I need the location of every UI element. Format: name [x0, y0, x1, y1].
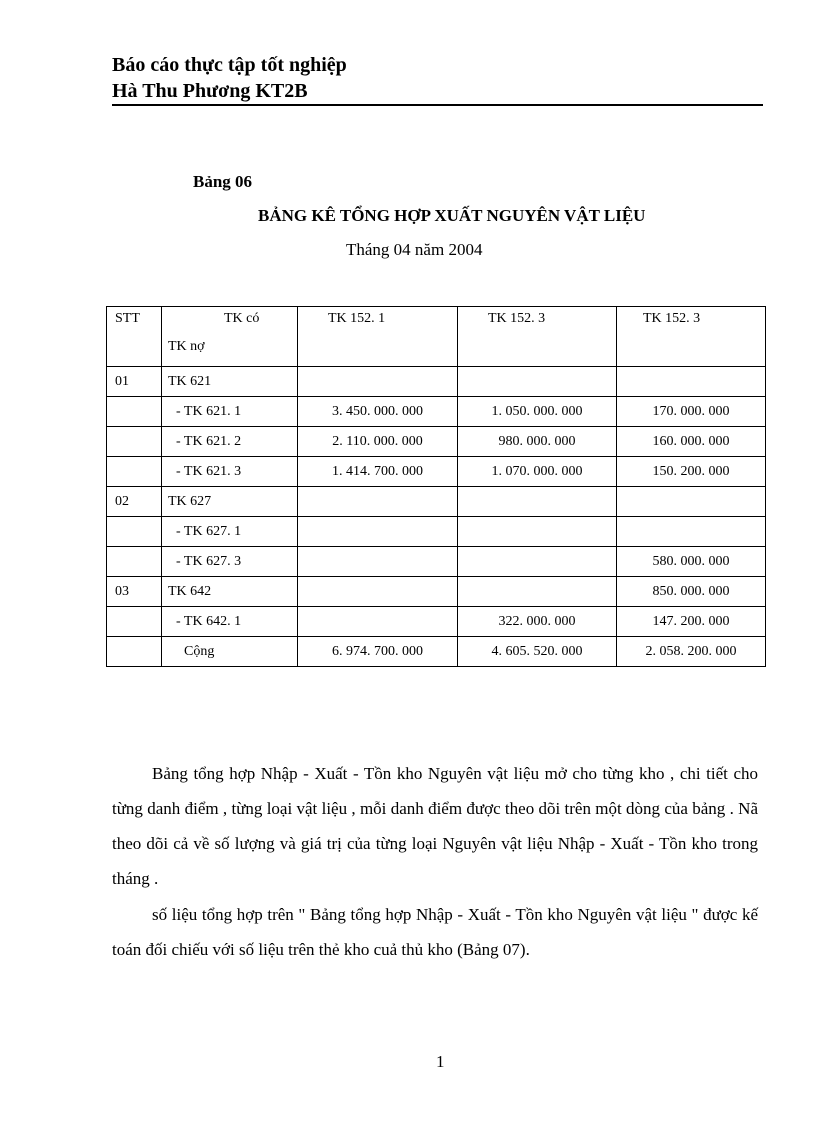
header-col5: TK 152. 3: [643, 311, 701, 326]
cell-account: - TK 642. 1: [162, 607, 298, 637]
cell-account: - TK 621. 1: [162, 397, 298, 427]
table-row: [107, 517, 766, 547]
cell-value: 2. 110. 000. 000: [298, 427, 458, 457]
table-row: [107, 367, 766, 397]
cell-value: [458, 367, 617, 397]
cell-value: 1. 050. 000. 000: [458, 397, 617, 427]
cell-value: 850. 000. 000: [617, 577, 766, 607]
total-value: 4. 605. 520. 000: [458, 637, 617, 667]
table-total-row: [107, 637, 766, 667]
cell-value: 160. 000. 000: [617, 427, 766, 457]
cell-stt: [107, 397, 162, 427]
total-label: Cộng: [162, 637, 298, 667]
cell-value: 980. 000. 000: [458, 427, 617, 457]
header-tk-co: TK có: [224, 311, 260, 326]
table-row: [107, 397, 766, 427]
header-divider: [112, 104, 763, 106]
report-title: Báo cáo thực tập tốt nghiệp: [112, 54, 347, 76]
cell-value: [298, 577, 458, 607]
table-row: [107, 547, 766, 577]
total-value: 6. 974. 700. 000: [298, 637, 458, 667]
cell-value: 147. 200. 000: [617, 607, 766, 637]
header-stt: STT: [115, 311, 140, 326]
cell-value: 150. 200. 000: [617, 457, 766, 487]
cell-value: 1. 070. 000. 000: [458, 457, 617, 487]
cell-value: 170. 000. 000: [617, 397, 766, 427]
cell-stt: [107, 607, 162, 637]
cell-stt: 02: [107, 487, 162, 517]
cell-account: - TK 627. 1: [162, 517, 298, 547]
table-title: BẢNG KÊ TỔNG HỢP XUẤT NGUYÊN VẬT LIỆU: [258, 206, 646, 225]
cell-value: [298, 487, 458, 517]
page-number: 1: [436, 1052, 445, 1071]
header-col4: TK 152. 3: [488, 311, 546, 326]
cell-account: - TK 621. 2: [162, 427, 298, 457]
header-col3-cell: [298, 307, 458, 367]
cell-value: [617, 487, 766, 517]
materials-summary-table: [106, 306, 766, 667]
cell-value: [298, 367, 458, 397]
cell-value: [458, 577, 617, 607]
cell-value: [298, 517, 458, 547]
total-value: 2. 058. 200. 000: [617, 637, 766, 667]
table-row: [107, 577, 766, 607]
table-subtitle: Tháng 04 năm 2004: [346, 240, 483, 259]
table-row: [107, 457, 766, 487]
cell-value: [458, 517, 617, 547]
cell-value: 322. 000. 000: [458, 607, 617, 637]
cell-stt: [107, 457, 162, 487]
body-paragraph-2: số liệu tổng hợp trên " Bảng tổng hợp Nhập - Xuất - Tồn kho Nguyên vật liệu " được kế toán đối chiếu với số liệu trên thẻ kho cuả thủ kho (Bảng 07).: [112, 905, 758, 959]
cell-stt: [107, 427, 162, 457]
table-header-row: [107, 307, 766, 367]
page-header: [112, 52, 762, 104]
author-line: Hà Thu Phương KT2B: [112, 80, 308, 102]
table-row: [107, 427, 766, 457]
header-stt-cell: [107, 307, 162, 367]
cell-value: [298, 547, 458, 577]
cell-value: [458, 547, 617, 577]
cell-account: - TK 627. 3: [162, 547, 298, 577]
cell-value: [298, 607, 458, 637]
cell-stt: [107, 637, 162, 667]
cell-account: TK 627: [162, 487, 298, 517]
header-col5-cell: [617, 307, 766, 367]
table-label: Bảng 06: [193, 172, 253, 191]
header-col3: TK 152. 1: [328, 311, 386, 326]
cell-stt: 01: [107, 367, 162, 397]
table-row: [107, 487, 766, 517]
body-paragraph-1: Bảng tổng hợp Nhập - Xuất - Tồn kho Nguyên vật liệu mở cho từng kho , chi tiết cho từng danh điểm , từng loại vật liệu , mỗi danh điểm được theo dõi trên một dòng của bảng . Nã theo dõi cả về số lượng và giá trị của từng loại Nguyên vật liệu Nhập - Xuất - Tồn kho trong tháng .: [112, 764, 758, 888]
cell-account: TK 621: [162, 367, 298, 397]
cell-value: [458, 487, 617, 517]
cell-account: - TK 621. 3: [162, 457, 298, 487]
cell-value: [617, 517, 766, 547]
header-account-cell: [162, 307, 298, 367]
cell-stt: 03: [107, 577, 162, 607]
cell-value: 580. 000. 000: [617, 547, 766, 577]
cell-account: TK 642: [162, 577, 298, 607]
cell-value: 3. 450. 000. 000: [298, 397, 458, 427]
cell-stt: [107, 547, 162, 577]
header-tk-no: TK nợ: [168, 339, 205, 354]
cell-value: 1. 414. 700. 000: [298, 457, 458, 487]
header-col4-cell: [458, 307, 617, 367]
table-row: [107, 607, 766, 637]
cell-value: [617, 367, 766, 397]
cell-stt: [107, 517, 162, 547]
